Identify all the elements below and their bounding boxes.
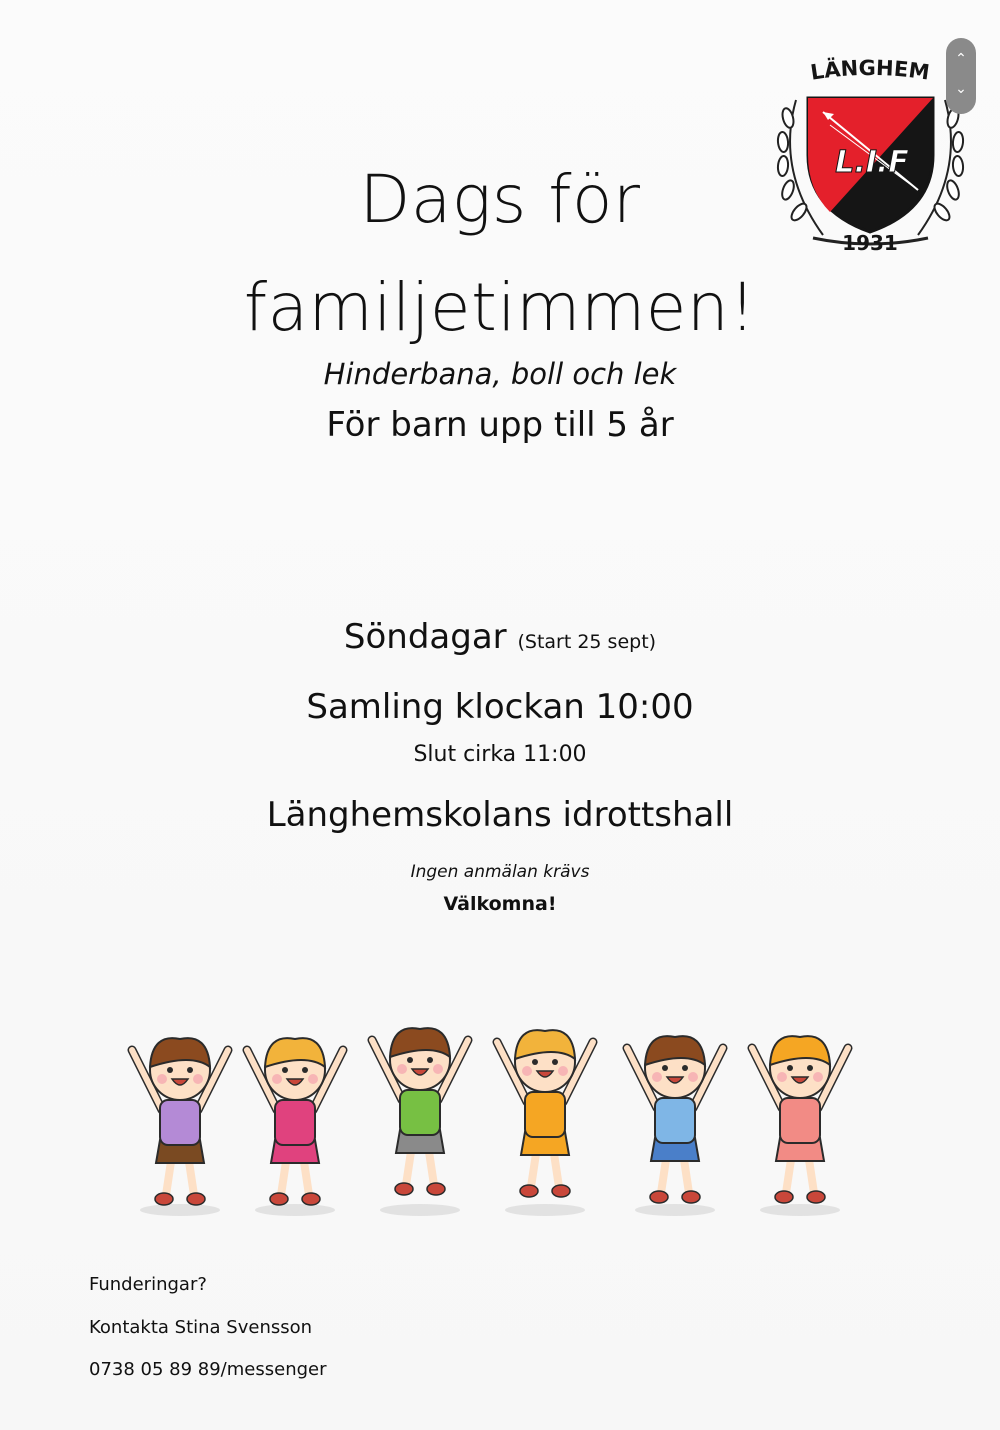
- schedule-day-line: [0, 617, 1000, 657]
- gathering-time: Samling klockan 10:00: [306, 687, 694, 727]
- chevron-down-icon[interactable]: ⌄: [955, 81, 967, 97]
- jumping-children-illustration: [100, 985, 880, 1225]
- registration-note: Ingen anmälan krävs: [410, 862, 590, 882]
- location: Länghemskolans idrottshall: [266, 795, 734, 835]
- chevron-up-icon[interactable]: ⌃: [955, 51, 967, 67]
- child-figure: [247, 1038, 343, 1216]
- welcome-text: Välkomna!: [443, 893, 557, 915]
- contact-phone: 0738 05 89 89/messenger: [89, 1359, 327, 1380]
- headline-line-1: Dags för: [359, 161, 641, 238]
- logo-initials: L.I.F: [835, 145, 909, 180]
- child-figure: [752, 1036, 848, 1216]
- child-figure: [627, 1036, 723, 1216]
- contact-person: Kontakta Stina Svensson: [89, 1317, 313, 1338]
- subtitle: Hinderbana, boll och lek: [323, 357, 677, 391]
- schedule-start: (Start 25 sept): [517, 631, 657, 653]
- svg-text:LÄNGHEM: [809, 56, 931, 85]
- logo-name: LÄNGHEM: [808, 55, 931, 85]
- end-time: Slut cirka 11:00: [413, 742, 587, 767]
- headline-line-2: familjetimmen!: [243, 269, 757, 346]
- scrollbar[interactable]: [946, 38, 976, 114]
- age-info: För barn upp till 5 år: [326, 405, 674, 445]
- schedule-day: Söndagar: [343, 617, 507, 657]
- child-figure: [497, 1030, 593, 1216]
- logo-year: 1931: [842, 231, 898, 255]
- child-figure: [132, 1038, 228, 1216]
- child-figure: [372, 1028, 468, 1216]
- contact-question: Funderingar?: [89, 1274, 207, 1295]
